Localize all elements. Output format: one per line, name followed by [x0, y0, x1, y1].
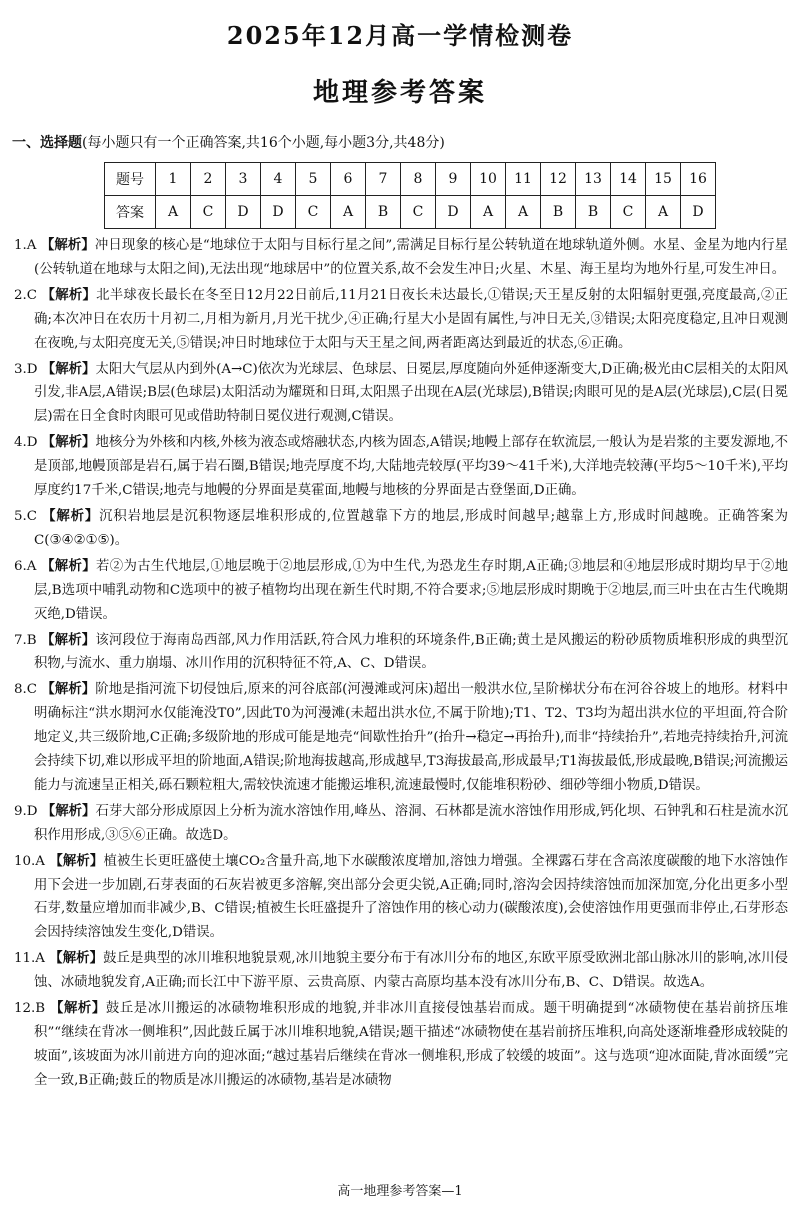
answer-cell: B [576, 196, 611, 229]
answer-cell: B [541, 196, 576, 229]
explanation-item [14, 800, 788, 848]
question-number-cell: 2 [191, 163, 226, 196]
question-answer-label: 7.B [14, 632, 37, 648]
question-answer-label: 4.D [14, 435, 38, 451]
analysis-text: 该河段位于海南岛西部,风力作用活跃,符合风力堆积的环境条件,B正确;黄土是风搬运的粉砂质物质堆积形成的典型沉积物,与流水、重力崩塌、冰川作用的沉积特征不符,A、C、D错误。 [34, 632, 788, 672]
question-number-cell: 10 [471, 163, 506, 196]
section-heading [12, 132, 792, 152]
question-number-cell: 16 [681, 163, 716, 196]
question-number-cell: 13 [576, 163, 611, 196]
question-answer-label: 12.B [14, 1001, 46, 1017]
answer-cell: C [191, 196, 226, 229]
analysis-tag: 【解析】 [41, 434, 96, 451]
analysis-tag: 【解析】 [40, 237, 95, 253]
analysis-text: 石芽大部分形成原因上分析为流水溶蚀作用,峰丛、溶洞、石林都是流水溶蚀作用形成,钙化坝、石钟乳和石柱是流水沉积作用形成,③⑤⑥正确。故选D。 [34, 803, 788, 843]
answer-cell: D [436, 196, 471, 229]
analysis-tag: 【解析】 [49, 950, 104, 967]
analysis-tag: 【解析】 [41, 557, 97, 574]
question-number-cell: 3 [226, 163, 261, 196]
question-number-cell: 14 [611, 163, 646, 196]
answer-cell: A [646, 196, 681, 229]
analysis-text: 太阳大气层从内到外(A→C)依次为光球层、色球层、日冕层,厚度随向外延伸逐渐变大,D正确;极光由C层相关的太阳风引发,非A层,A错误;B层(色球层)太阳活动为耀斑和日珥,太阳黑子出现在A层(光球层),B错误;肉眼可见的是A层(光球层),C层(日冕层)需在日全食时肉眼可见或借助特制日冕仪进行观测,C错误。 [34, 361, 789, 425]
question-answer-label: 5.C [14, 508, 38, 524]
exam-title: 2025年12月高一学情检测卷 [226, 21, 574, 50]
question-number-cell: 1 [156, 163, 191, 196]
page-footer: 高一地理参考答案—1 [337, 1184, 463, 1199]
analysis-tag: 【解析】 [41, 631, 96, 648]
answer-cell: A [506, 196, 541, 229]
question-number-cell: 6 [331, 163, 366, 196]
answer-cell: A [331, 196, 366, 229]
analysis-text: 植被生长更旺盛使土壤CO₂含量升高,地下水碳酸浓度增加,溶蚀力增强。全裸露石芽在含高浓度碳酸的地下水溶蚀作用下会进一步加剧,石芽表面的石灰岩被更多溶解,突出部分会更尖锐,A正确;同时,溶沟会因持续溶蚀而加深加宽,分化出更多小型石芽,数量应增加而非减少,B、C错误;植被生长旺盛提升了溶蚀作用的核心动力(碳酸浓度),会使溶蚀作用更强而非停止,石芽形态会因持续溶蚀发生变化,D错误。 [34, 853, 788, 941]
analysis-text: 地核分为外核和内核,外核为液态或熔融状态,内核为固态,A错误;地幔上部存在软流层,一般认为是岩浆的主要发源地,不是顶部,地幔顶部是岩石,属于岩石圈,B错误;地壳厚度不均,大陆地壳较厚(平均39～41千米),大洋地壳较薄(平均5～10千米),平均厚度约17千米,C错误;地壳与地幔的分界面是莫霍面,地幔与地核的分界面是古登堡面,D正确。 [34, 435, 788, 499]
answer-table [104, 162, 716, 229]
question-answer-label: 8.C [14, 682, 38, 698]
question-answer-label: 10.A [14, 853, 45, 869]
analysis-text: 若②为古生代地层,①地层晚于②地层形成,①为中生代,为恐龙生存时期,A正确;③地层和④地层形成时期均早于②地层,B选项中哺乳动物和C选项中的被子植物均出现在新生代时期,不符合要求;⑤地层形成时期晚于②地层,而三叶虫在古生代晚期灭绝,D错误。 [34, 558, 788, 622]
analysis-tag: 【解析】 [49, 1000, 106, 1017]
explanation-item [14, 678, 788, 798]
explanation-item [14, 505, 788, 553]
explanation-item [14, 234, 788, 282]
question-number-cell: 5 [296, 163, 331, 196]
question-number-cell: 9 [436, 163, 471, 196]
analysis-tag: 【解析】 [41, 802, 96, 819]
explanation-list [14, 234, 788, 1095]
question-answer-label: 11.A [14, 951, 45, 967]
question-number-cell: 15 [646, 163, 681, 196]
answer-cell: D [261, 196, 296, 229]
section-note: (每小题只有一个正确答案,共16个小题,每小题3分,共48分) [82, 135, 445, 151]
explanation-item [14, 431, 788, 503]
answer-cell: A [156, 196, 191, 229]
answer-cell: C [296, 196, 331, 229]
analysis-tag: 【解析】 [41, 360, 96, 377]
answer-cell: A [471, 196, 506, 229]
explanation-item [14, 850, 788, 946]
question-number-cell: 8 [401, 163, 436, 196]
question-answer-label: 2.C [14, 287, 38, 303]
question-number-cell: 7 [366, 163, 401, 196]
question-answer-label: 6.A [14, 558, 37, 574]
analysis-tag: 【解析】 [42, 507, 100, 524]
analysis-text: 阶地是指河流下切侵蚀后,原来的河谷底部(河漫滩或河床)超出一般洪水位,呈阶梯状分布在河谷谷坡上的地形。材料中明确标注“洪水期河水仅能淹没T0”,因此T0为河漫滩(未超出洪水位,不属于阶地);T1、T2、T3均为超出洪水位的平坦面,符合阶地定义,共三级阶地,C正确;多级阶地的形成可能是地壳“间歇性抬升”(抬升→稳定→再抬升),而非“持续抬升”,若地壳持续抬升,河流会持续下切,难以形成平坦的阶地面,A错误;阶地海拔越高,形成越早,T3海拔最高,形成最早;T1海拔最低,形成最晚,B错误;河流搬运能力与流速呈正相关,砾石颗粒粗大,需较快流速才能搬运堆积,流速最慢时,仅能堆积粉砂、细砂等细小物质,D错误。 [34, 682, 788, 793]
question-number-cell: 12 [541, 163, 576, 196]
explanation-item [14, 947, 788, 995]
explanation-item [14, 358, 788, 430]
analysis-text: 北半球夜长最长在冬至日12月22日前后,11月21日夜长未达最长,①错误;天王星反射的太阳辐射更强,亮度最高,②正确;本次冲日在农历十月初二,月相为新月,月光干扰少,④正确;行星大小是固有属性,与冲日无关,③错误;太阳亮度稳定,且冲日观测在夜晚,与太阳亮度无关,⑤错误;冲日时地球位于太阳与天王星之间,两者距离达到最近的状态,⑥正确。 [34, 287, 788, 351]
explanation-item [14, 284, 788, 356]
analysis-text: 冲日现象的核心是“地球位于太阳与目标行星之间”,需满足目标行星公转轨道在地球轨道外侧。水星、金星为地内行星(公转轨道在地球与太阳之间),无法出现“地球居中”的位置关系,故不会发生冲日;火星、木星、海王星均为地外行星,可发生冲日。 [34, 238, 788, 277]
explanation-item [14, 997, 788, 1093]
explanation-item [14, 629, 788, 677]
answer-table-row-numbers [105, 163, 716, 196]
explanation-item [14, 555, 788, 627]
analysis-tag: 【解析】 [41, 286, 97, 303]
analysis-tag: 【解析】 [41, 681, 96, 698]
answer-table-row-answers [105, 196, 716, 229]
analysis-text: 沉积岩地层是沉积物逐层堆积形成的,位置越靠下方的地层,形成时间越早;越靠上方,形成时间越晚。正确答案为C(③④②①⑤)。 [34, 508, 789, 548]
answer-cell: D [681, 196, 716, 229]
row-label-number: 题号 [105, 163, 156, 196]
analysis-text: 鼓丘是典型的冰川堆积地貌景观,冰川地貌主要分布于有冰川分布的地区,东欧平原受欧洲北部山脉冰川的影响,冰川侵蚀、冰碛地貌发育,A正确;而长江中下游平原、云贵高原、内蒙古高原均基本没有冰川分布,B、C、D错误。故选A。 [34, 951, 789, 991]
answer-cell: D [226, 196, 261, 229]
question-number-cell: 11 [506, 163, 541, 196]
question-answer-label: 9.D [14, 803, 38, 819]
answer-cell: C [401, 196, 436, 229]
row-label-answer: 答案 [105, 196, 156, 229]
question-answer-label: 3.D [14, 361, 38, 377]
analysis-tag: 【解析】 [49, 852, 104, 869]
question-answer-label: 1.A [14, 238, 37, 253]
answer-cell: B [366, 196, 401, 229]
question-number-cell: 4 [261, 163, 296, 196]
subject-title: 地理参考答案 [312, 78, 487, 108]
section-label: 一、选择题 [12, 135, 82, 151]
answer-cell: C [611, 196, 646, 229]
analysis-text: 鼓丘是冰川搬运的冰碛物堆积形成的地貌,并非冰川直接侵蚀基岩而成。题干明确提到“冰碛物使在基岩前挤压堆积”“继续在背冰一侧堆积”,因此鼓丘属于冰川堆积地貌,A错误;题干描述“冰碛物使在基岩前挤压堆积,向高处逐渐堆叠形成较陡的坡面”,该坡面为冰川前进方向的迎冰面;“越过基岩后继续在背冰一侧堆积,形成了较缓的坡面”。这与选项“迎冰面陡,背冰面缓”完全一致,B正确;鼓丘的物质是冰川搬运的冰碛物,基岩是冰碛物 [34, 1001, 788, 1088]
